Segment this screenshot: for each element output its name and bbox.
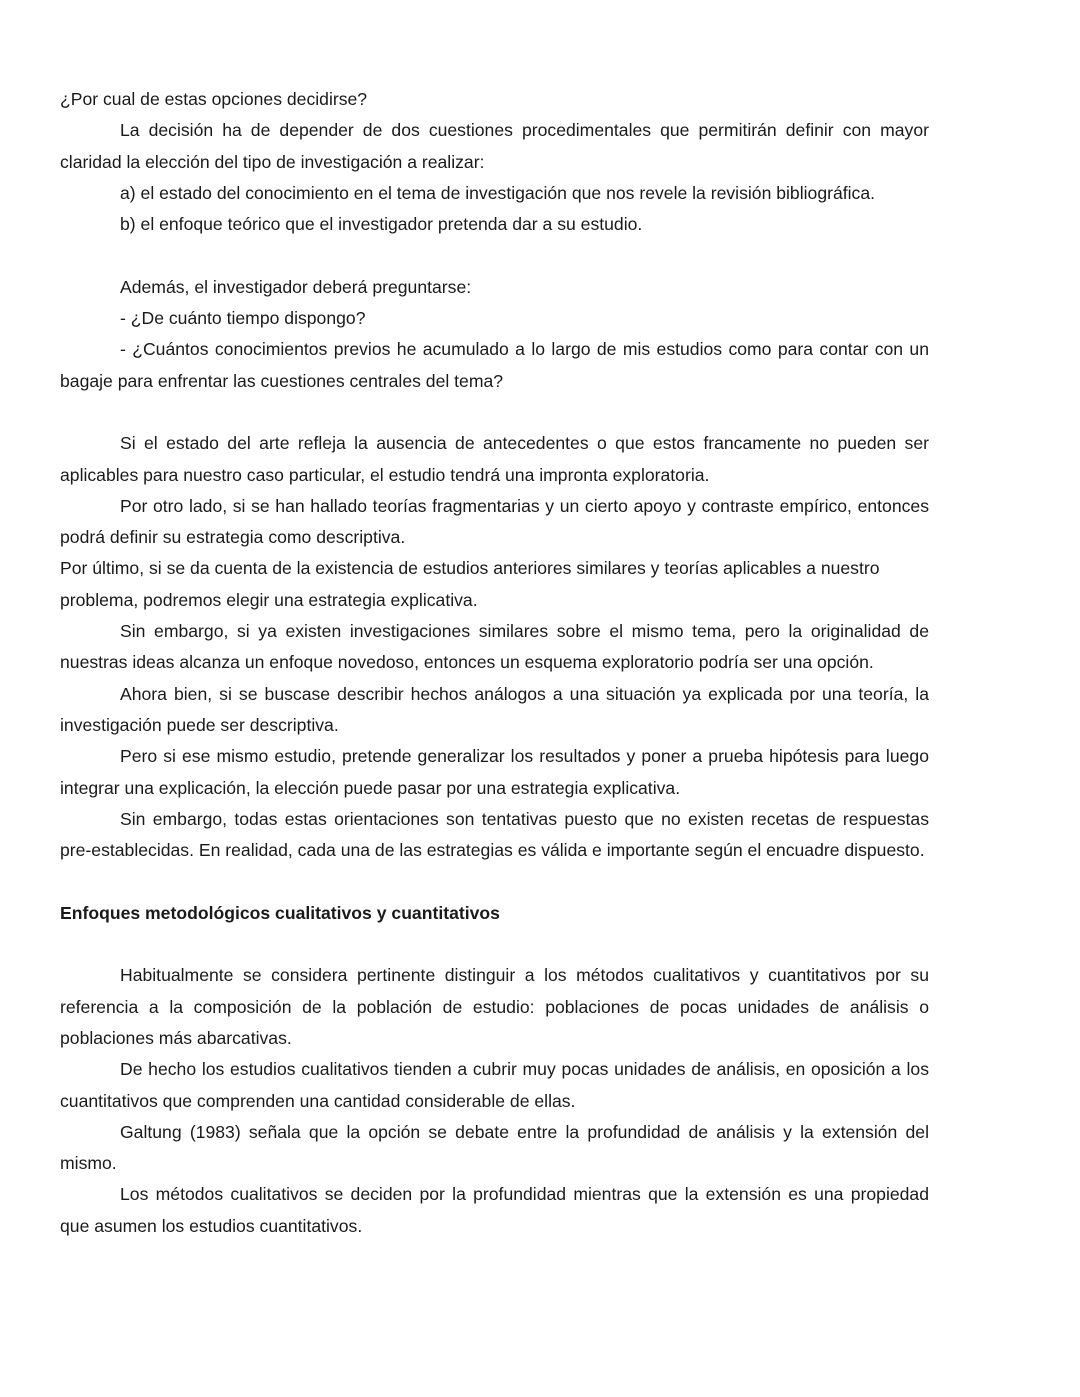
pero-paragraph: Pero si ese mismo estudio, pretende generalizar los resultados y poner a prueba hipótesis para luego integrar una explicación, la elección puede pasar por una estrategia explicativa. — [60, 746, 929, 798]
question-line: ¿Por cual de estas opciones decidirse? — [60, 89, 368, 109]
ask-item-knowledge: - ¿Cuántos conocimientos previos he acumulado a lo largo de mis estudios como para contar con un bagaje para enfrentar las cuestiones centrales del tema? — [60, 339, 929, 391]
metodos-paragraph: Los métodos cualitativos se deciden por la profundidad mientras que la extensión es una propiedad que asumen los estudios cuantitativos. — [60, 1184, 929, 1236]
ask-intro-line: Además, el investigador deberá preguntarse: — [120, 276, 472, 297]
document-page — [60, 84, 929, 1242]
blank-line — [60, 240, 929, 271]
habitualmente-paragraph: Habitualmente se considera pertinente distinguir a los métodos cualitativos y cuantitativos por su referencia a la composición de la población de estudio: poblaciones de pocas unidades de análisis o poblaciones más abarcativas. — [60, 965, 929, 1048]
de-hecho-paragraph: De hecho los estudios cualitativos tienden a cubrir muy pocas unidades de análisis, en oposición a los cuantitativos que comprenden una cantidad considerable de ellas. — [60, 1059, 929, 1111]
explicativa-paragraph: Por último, si se da cuenta de la existencia de estudios anteriores similares y teorías aplicables a nuestro problema, podremos elegir una estrategia explicativa. — [60, 558, 880, 610]
blank-line — [60, 866, 929, 897]
option-b-item: b) el enfoque teórico que el investigador pretenda dar a su estudio. — [120, 214, 643, 235]
decision-intro-paragraph: La decisión ha de depender de dos cuestiones procedimentales que permitirán definir con mayor claridad la elección del tipo de investigación a realizar: — [60, 120, 929, 172]
blank-line — [60, 929, 929, 960]
exploratoria-paragraph: Si el estado del arte refleja la ausencia de antecedentes o que estos francamente no pueden ser aplicables para nuestro caso particular, el estudio tendrá una impronta exploratoria. — [60, 433, 929, 485]
section-heading: Enfoques metodológicos cualitativos y cuantitativos — [60, 902, 500, 923]
sin-embargo-paragraph-2: Sin embargo, todas estas orientaciones son tentativas puesto que no existen recetas de respuestas pre-establecidas. En realidad, cada una de las estrategias es válida e importante según el encuadre dispuesto. — [60, 808, 929, 861]
ahora-bien-paragraph: Ahora bien, si se buscase describir hechos análogos a una situación ya explicada por una teoría, la investigación puede ser descriptiva. — [60, 683, 929, 735]
blank-line — [60, 397, 929, 428]
galtung-paragraph: Galtung (1983) señala que la opción se debate entre la profundidad de análisis y la extensión del mismo. — [60, 1121, 929, 1174]
sin-embargo-paragraph-1: Sin embargo, si ya existen investigaciones similares sobre el mismo tema, pero la originalidad de nuestras ideas alcanza un enfoque novedoso, entonces un esquema exploratorio podría ser una opción. — [60, 621, 929, 673]
ask-item-time: - ¿De cuánto tiempo dispongo? — [120, 308, 366, 329]
descriptiva-paragraph: Por otro lado, si se han hallado teorías fragmentarias y un cierto apoyo y contraste empírico, entonces podrá definir su estrategia como descriptiva. — [60, 495, 929, 548]
option-a-item: a) el estado del conocimiento en el tema de investigación que nos revele la revisión bibliográfica. — [120, 182, 876, 203]
